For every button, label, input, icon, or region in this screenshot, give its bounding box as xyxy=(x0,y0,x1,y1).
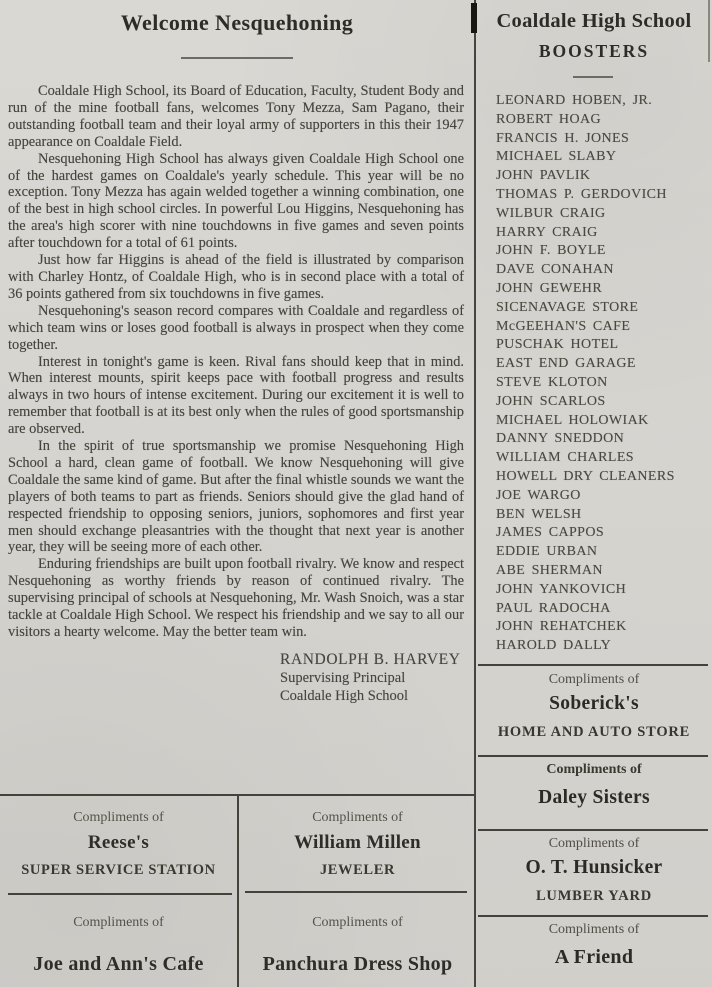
booster-name: HAROLD DALLY xyxy=(496,638,612,654)
booster-name: DAVE CONAHAN xyxy=(496,262,614,278)
article-paragraph: Enduring friendships are built upon football rivalry. We know and respect Nesquehoning as worthy friends by reason of continued rivalry. The supervising principal of schools at Nesquehoning, Mr. Wash Snoich, was a star tackle at Coaldale High School. We respect his friendship and we say to all our visitors a hearty welcome. May the better team win. xyxy=(8,556,464,640)
ad-tagline: Compliments of xyxy=(73,810,164,825)
ad-tagline: Compliments of xyxy=(312,810,403,825)
title-divider xyxy=(181,57,293,59)
ad-name: Daley Sisters xyxy=(538,787,650,808)
ad-name: Panchura Dress Shop xyxy=(262,953,453,975)
left-ads-grid xyxy=(0,794,474,987)
ad-a-friend xyxy=(476,922,712,969)
booster-name: JOHN GEWEHR xyxy=(496,280,603,296)
booster-name: JOHN PAVLIK xyxy=(496,168,591,184)
article-paragraph: Interest in tonight's game is keen. Rival fans should keep that in mind. When interest mounts, spirit keeps pace with football progress and results always in two hours of intense excitement. During our excitement it is well to remember that football is at its best only when the rules of good sportsmanship are observed. xyxy=(8,353,464,438)
ad-tagline: Compliments of xyxy=(548,922,640,937)
booster-name: THOMAS P. GERDOVICH xyxy=(496,186,667,202)
booster-name: WILBUR CRAIG xyxy=(496,205,606,221)
ad-subtitle: HOME AND AUTO STORE xyxy=(497,724,691,740)
ad-subtitle: JEWELER xyxy=(319,862,396,878)
section-divider xyxy=(478,915,708,917)
ad-william-millen xyxy=(239,796,476,879)
article-paragraph: Just how far Higgins is ahead of the field is illustrated by comparison with Charley Hontz, of Coaldale High, who is in second place with a total of 36 points gathered from six touchdowns in five games. xyxy=(8,252,464,302)
signature-role: Supervising Principal xyxy=(280,669,406,686)
ad-tagline: Compliments of xyxy=(312,915,403,930)
booster-name: MICHAEL SLABY xyxy=(496,149,617,165)
booster-name: JAMES CAPPOS xyxy=(496,525,605,541)
ads-row-divider-right xyxy=(245,891,467,893)
ad-subtitle: LUMBER YARD xyxy=(535,888,653,904)
booster-name: JOHN SCARLOS xyxy=(496,393,606,409)
ad-name: O. T. Hunsicker xyxy=(525,857,663,878)
booster-name: HARRY CRAIG xyxy=(496,224,598,240)
boosters-column xyxy=(476,0,712,987)
booster-name: ROBERT HOAG xyxy=(496,111,601,127)
ad-name: Joe and Ann's Cafe xyxy=(33,953,204,975)
booster-list xyxy=(496,92,710,656)
section-divider xyxy=(478,755,708,757)
article-paragraph: In the spirit of true sportsmanship we promise Nesquehoning High School a hard, clean game of football. We know Nesquehoning will give Coaldale the same kind of game. But after the final whistle sounds we want the players of both teams to part as friends. Seniors should give the glad hand of respected friendship to opposing seniors, juniors, sophomores and first year men should exchange pleasantries with the thought that next year is another year, they will be seeing more of each other. xyxy=(8,438,464,556)
ad-tagline: Compliments of xyxy=(548,836,640,851)
ad-ot-hunsicker xyxy=(476,836,712,905)
ad-reeses xyxy=(0,796,237,879)
ad-name: Soberick's xyxy=(549,693,639,714)
booster-name: JOHN REHATCHEK xyxy=(496,619,627,635)
article-paragraph: Nesquehoning High School has always given Coaldale High School one of the hardest games on Coaldale's yearly schedule. This year will be no exception. Tony Mezza has again welded together a winning combination, one of the best in high school circles. In powerful Lou Higgins, Nesquehoning has the area's high scorer with nine touchdowns in five games and seven points after touchdown for a total of 61 points. xyxy=(8,150,464,252)
booster-name: LEONARD HOBEN, JR. xyxy=(496,93,653,108)
section-divider xyxy=(478,664,708,666)
ad-name: Reese's xyxy=(87,832,150,853)
booster-name: WILLIAM CHARLES xyxy=(496,450,634,466)
ad-subtitle: SUPER SERVICE STATION xyxy=(21,862,216,878)
booster-name: EDDIE URBAN xyxy=(496,544,598,560)
booster-name: McGEEHAN'S CAFE xyxy=(496,318,631,334)
booster-name: DANNY SNEDDON xyxy=(496,431,625,447)
ad-joe-and-anns-cafe xyxy=(0,895,237,976)
booster-name: JOHN F. BOYLE xyxy=(496,243,606,259)
ad-tagline: Compliments of xyxy=(548,672,640,687)
booster-name: BEN WELSH xyxy=(496,506,582,522)
section-divider xyxy=(478,829,708,831)
article-paragraph: Nesquehoning's season record compares with Coaldale and regardless of which team wins or loses good football is always in prospect when they come together. xyxy=(8,302,464,353)
booster-name: FRANCIS H. JONES xyxy=(496,130,630,146)
booster-name: STEVE KLOTON xyxy=(496,374,608,390)
ad-sobericks xyxy=(476,672,712,741)
booster-name: ABE SHERMAN xyxy=(496,562,603,578)
ad-panchura-dress-shop xyxy=(239,895,476,976)
booster-name: EAST END GARAGE xyxy=(496,356,636,372)
booster-name: JOE WARGO xyxy=(496,487,581,503)
booster-name: JOHN YANKOVICH xyxy=(496,581,627,597)
signature-org: Coaldale High School xyxy=(280,687,409,704)
ad-name: William Millen xyxy=(294,832,421,853)
boosters-title-line2: BOOSTERS xyxy=(538,41,650,61)
booster-name: PAUL RADOCHA xyxy=(496,600,611,616)
article-body xyxy=(0,83,474,641)
booster-name: HOWELL DRY CLEANERS xyxy=(496,468,675,484)
article-paragraph: Coaldale High School, its Board of Education, Faculty, Student Body and run of the mine football fans, welcomes Tony Mezza, Sam Pagano, their outstanding football team and their loyal army of supporters in this their 1947 appearance on Coaldale Field. xyxy=(8,83,464,150)
article-title: Welcome Nesquehoning xyxy=(120,10,354,35)
booster-name: PUSCHAK HOTEL xyxy=(496,337,619,353)
booster-name: SICENAVAGE STORE xyxy=(496,299,639,315)
booster-name: MICHAEL HOLOWIAK xyxy=(496,412,649,428)
ad-tagline: Compliments of xyxy=(73,915,164,930)
boosters-title-line1: Coaldale High School xyxy=(496,10,692,32)
signature-name: RANDOLPH B. HARVEY xyxy=(280,650,461,668)
ad-daley-sisters xyxy=(476,762,712,809)
signature-block xyxy=(280,651,474,705)
boosters-title-divider xyxy=(573,76,613,78)
ad-tagline: Compliments of xyxy=(546,762,642,777)
ad-name: A Friend xyxy=(554,946,634,968)
